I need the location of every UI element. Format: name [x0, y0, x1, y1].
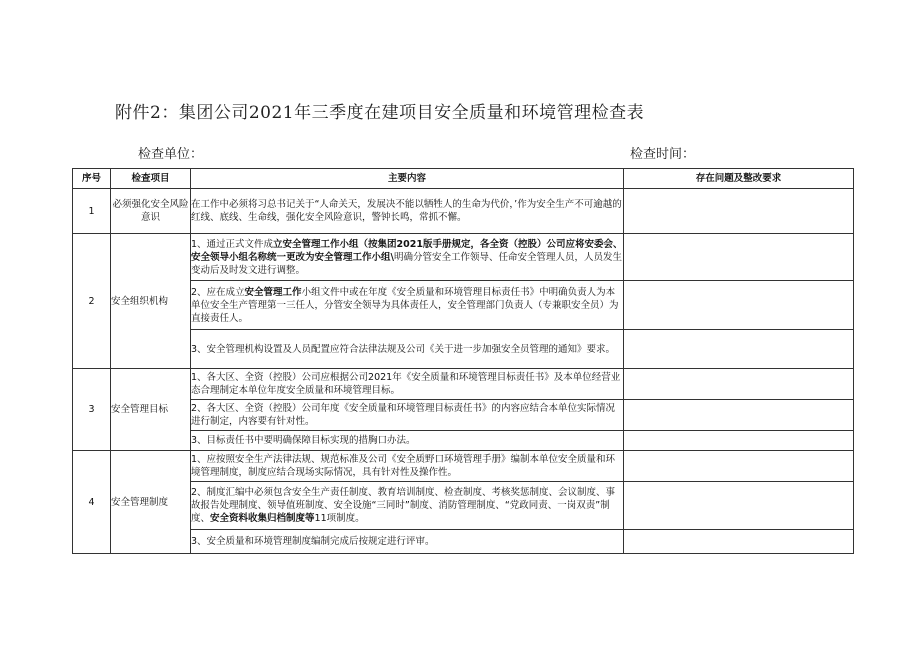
content-text: 2、制度汇编中必须包含安全生产责任制度、教育培训制度、检查制度、考核奖惩制度、会议制度、事故报告处理制度、领导值班制度、安全设施“三同时”制度、消防管理制度、“党政同责、一岗双责”制度、 [191, 487, 616, 524]
check-unit-label: 检查单位： [138, 147, 204, 162]
row-no: 3 [73, 369, 111, 451]
table-row [73, 530, 854, 554]
issue-cell[interactable] [624, 330, 854, 369]
document-title: 附件2：集团公司2021年三季度在建项目安全质量和环境管理检查表 [115, 103, 645, 123]
table-row [73, 400, 854, 431]
issue-cell[interactable] [624, 482, 854, 530]
content-cell: 2、各大区、全资（控股）公司年度《安全质量和环境管理目标责任书》的内容应结合本单位实际情况进行制定，内容要有针对性。 [191, 400, 624, 431]
issue-cell[interactable] [624, 431, 854, 451]
issue-cell[interactable] [624, 530, 854, 554]
content-cell: 3、安全质量和环境管理制度编制完成后按规定进行评审。 [191, 530, 624, 554]
content-emphasis: 安全管理工作 [244, 286, 302, 298]
row-no: 1 [73, 189, 111, 234]
issue-cell[interactable] [624, 189, 854, 234]
table-row [73, 482, 854, 530]
issue-cell[interactable] [624, 369, 854, 400]
content-text: 11项制度。 [314, 513, 365, 524]
content-cell: 1、各大区、全资（控股）公司应根据公司2021年《安全质量和环境管理目标责任书》及本单位经营业态合理制定本单位年度安全质量和环境管理目标。 [191, 369, 624, 400]
table-row [73, 431, 854, 451]
table-row [73, 281, 854, 330]
check-item: 安全管理目标 [111, 369, 191, 451]
content-cell: 3、安全管理机构设置及人员配置应符合法律法规及公司《关于进一步加强安全员管理的通知》要求。 [191, 330, 624, 369]
table-header-row [73, 169, 854, 189]
content-emphasis: 安全资料收集归档制度等 [210, 513, 315, 524]
inspection-table [72, 168, 854, 554]
issue-cell[interactable] [624, 400, 854, 431]
row-no: 2 [73, 234, 111, 369]
content-text: 小组文件中或在年度《安全质量和环境管理目标责任书》中明确负责人为本单位安全生产管理第一三任人，分管安全领导为具体责任人，安全管理部门负责人（专兼职安全员）为直接责任人。 [191, 286, 619, 324]
issue-cell[interactable] [624, 281, 854, 330]
content-cell: 1、应按照安全生产法律法规、规范标准及公司《安全质野口环境管理手册》编制本单位安全质量和环境管理制度，制度应结合现场实际情况，具有针对性及操作性。 [191, 451, 624, 482]
check-item: 必须强化安全风险意识 [111, 189, 191, 234]
content-emphasis: 立安全管理工作小组（按集团2021版手册规定，各全资（控股）公司应将安委会、安全领导小组名称统一更改为安全管理工作小组\ [191, 238, 623, 263]
issue-cell[interactable] [624, 234, 854, 281]
header-issues: 存在问题及整改要求 [624, 169, 854, 189]
header-item: 检查项目 [111, 169, 191, 189]
content-text: 明确分管安全工作领导、任命安全管理人员，人员发生变动后及时发文进行调整。 [191, 251, 622, 276]
row-no: 4 [73, 451, 111, 554]
content-text: 2、应在成立 [191, 286, 245, 298]
content-text: 1、通过正式文件成 [191, 238, 274, 250]
content-cell: 在工作中必须将习总书记关于“人命关天，发展决不能以牺牲人的生命为代价，’作为安全生产不可逾越的红线、底线、生命线，强化安全风险意识，警钟长鸣，常抓不懈。 [191, 189, 624, 234]
table-row [73, 189, 854, 234]
content-cell [191, 482, 624, 530]
check-item: 安全管理制度 [111, 451, 191, 554]
table-row [73, 234, 854, 281]
content-cell: 3、目标责任书中要明确保障目标实现的措胸口办法。 [191, 431, 624, 451]
check-item: 安全组织机构 [111, 234, 191, 369]
table-row [73, 451, 854, 482]
header-no: 序号 [73, 169, 111, 189]
content-cell [191, 234, 624, 281]
header-content: 主要内容 [191, 169, 624, 189]
table-row [73, 369, 854, 400]
issue-cell[interactable] [624, 451, 854, 482]
table-row [73, 330, 854, 369]
content-cell [191, 281, 624, 330]
check-time-label: 检查时间： [630, 147, 696, 162]
